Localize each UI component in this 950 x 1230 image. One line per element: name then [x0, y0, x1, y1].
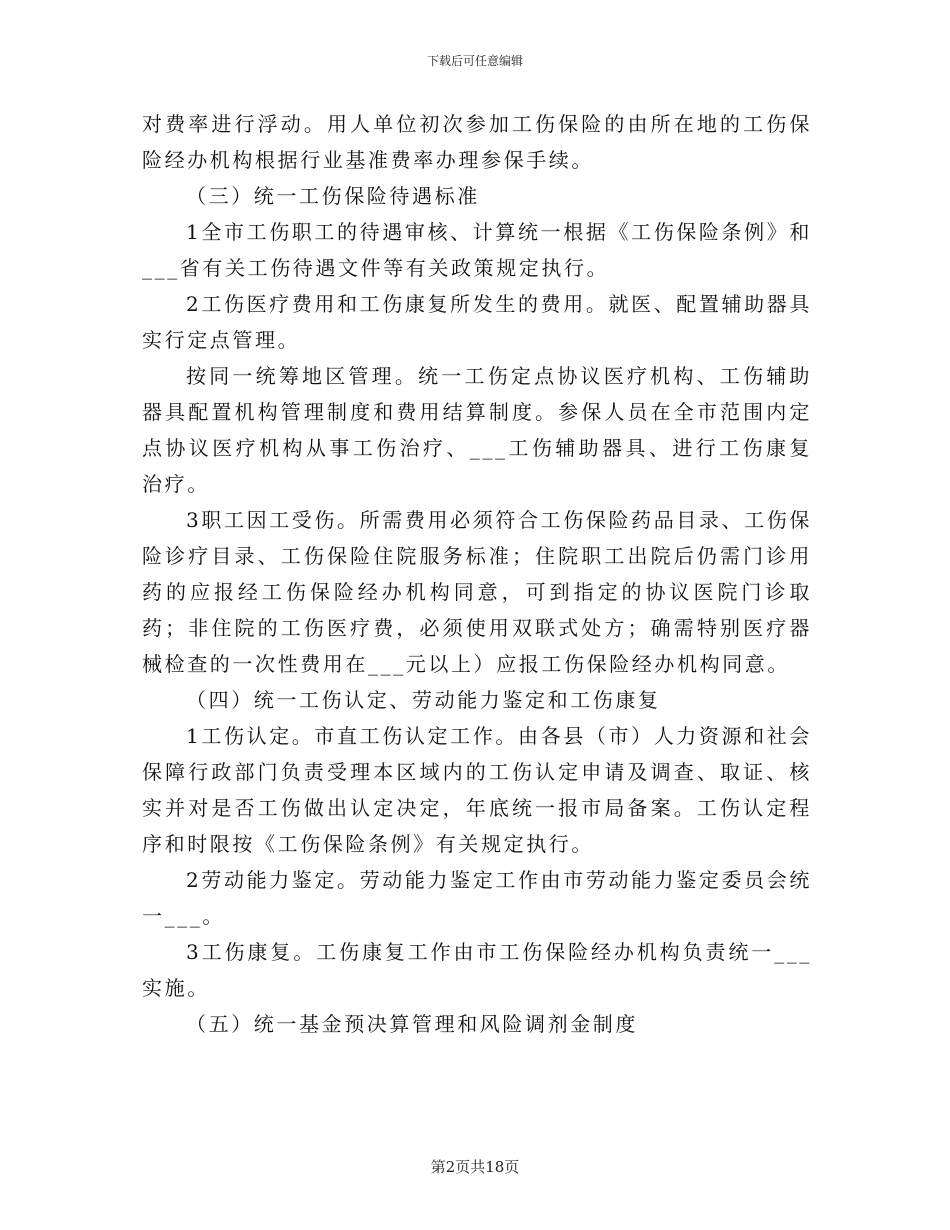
page-header: 下载后可任意编辑	[426, 54, 523, 68]
paragraph: 按同一统筹地区管理。统一工伤定点协议医疗机构、工伤辅助器具配置机构管理制度和费用结算制度。参保人员在全市范围内定点协议医疗机构从事工伤治疗、___工伤辅助器具、进行工伤康复治疗。	[142, 364, 812, 496]
paragraph: 2工伤医疗费用和工伤康复所发生的费用。就医、配置辅助器具实行定点管理。	[142, 292, 812, 352]
document-body	[142, 106, 812, 1042]
paragraph: 2劳动能力鉴定。劳动能力鉴定工作由市劳动能力鉴定委员会统一___。	[142, 868, 812, 928]
section-heading-4: （四）统一工伤认定、劳动能力鉴定和工伤康复	[186, 688, 661, 712]
section-heading-3: （三）统一工伤保险待遇标准	[186, 184, 480, 208]
paragraph: 1工伤认定。市直工伤认定工作。由各县（市）人力资源和社会保障行政部门负责受理本区域内的工伤认定申请及调查、取证、核实并对是否工伤做出认定决定，年底统一报市局备案。工伤认定程序和时限按《工伤保险条例》有关规定执行。	[142, 724, 812, 856]
paragraph: 3职工因工受伤。所需费用必须符合工伤保险药品目录、工伤保险诊疗目录、工伤保险住院服务标准；住院职工出院后仍需门诊用药的应报经工伤保险经办机构同意，可到指定的协议医院门诊取药；非住院的工伤医疗费，必须使用双联式处方；确需特别医疗器械检查的一次性费用在___元以上）应报工伤保险经办机构同意。	[142, 508, 812, 676]
section-heading-5: （五）统一基金预决算管理和风险调剂金制度	[186, 1012, 638, 1036]
paragraph-continuation: 对费率进行浮动。用人单位初次参加工伤保险的由所在地的工伤保险经办机构根据行业基准费率办理参保手续。	[142, 112, 812, 172]
page-footer: 第2页共18页	[430, 1158, 520, 1176]
paragraph: 1全市工伤职工的待遇审核、计算统一根据《工伤保险条例》和___省有关工伤待遇文件等有关政策规定执行。	[142, 220, 812, 280]
paragraph: 3工伤康复。工伤康复工作由市工伤保险经办机构负责统一___实施。	[142, 940, 812, 1000]
